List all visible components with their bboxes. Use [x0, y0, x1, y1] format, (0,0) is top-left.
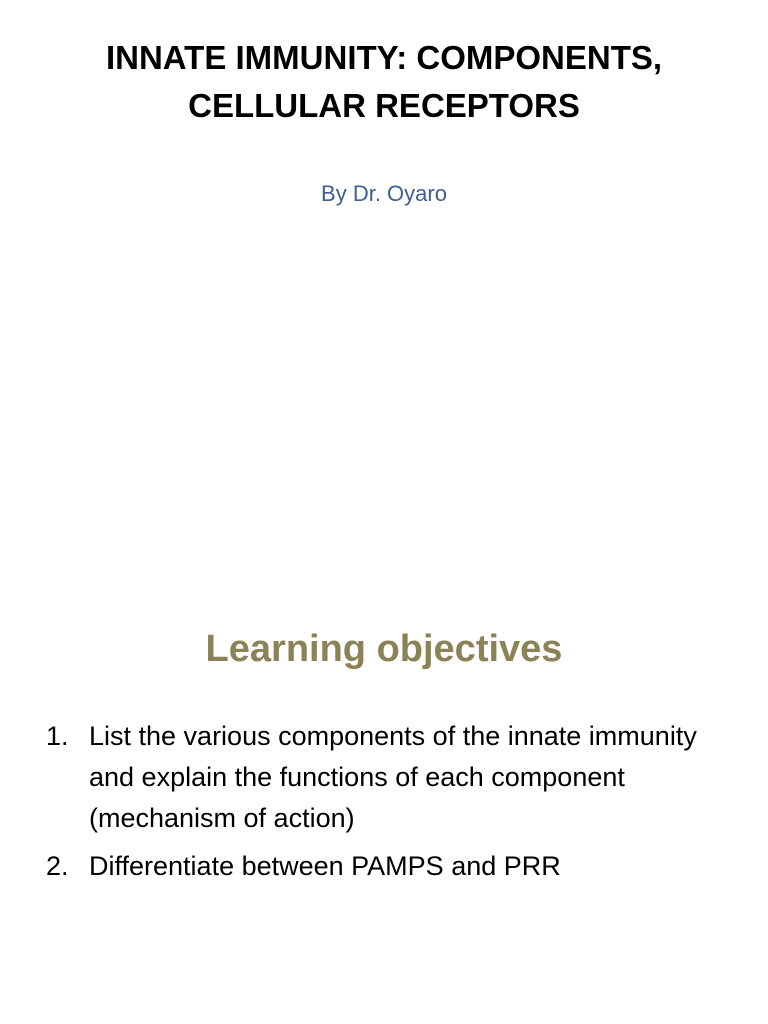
objective-text: List the various components of the innate immunity and explain the functions of each component (mechanism of action) [89, 721, 697, 833]
learning-objectives-heading: Learning objectives [205, 628, 563, 670]
objective-item [46, 846, 726, 887]
author-subtitle: By Dr. Oyaro [321, 181, 447, 206]
objective-number: 2. [46, 851, 69, 881]
objectives-list [46, 716, 726, 894]
objective-item [46, 716, 726, 839]
objective-text: Differentiate between PAMPS and PRR [89, 851, 561, 881]
slide-title: INNATE IMMUNITY: COMPONENTS, CELLULAR RECEPTORS [105, 39, 663, 124]
objective-number: 1. [46, 721, 69, 751]
